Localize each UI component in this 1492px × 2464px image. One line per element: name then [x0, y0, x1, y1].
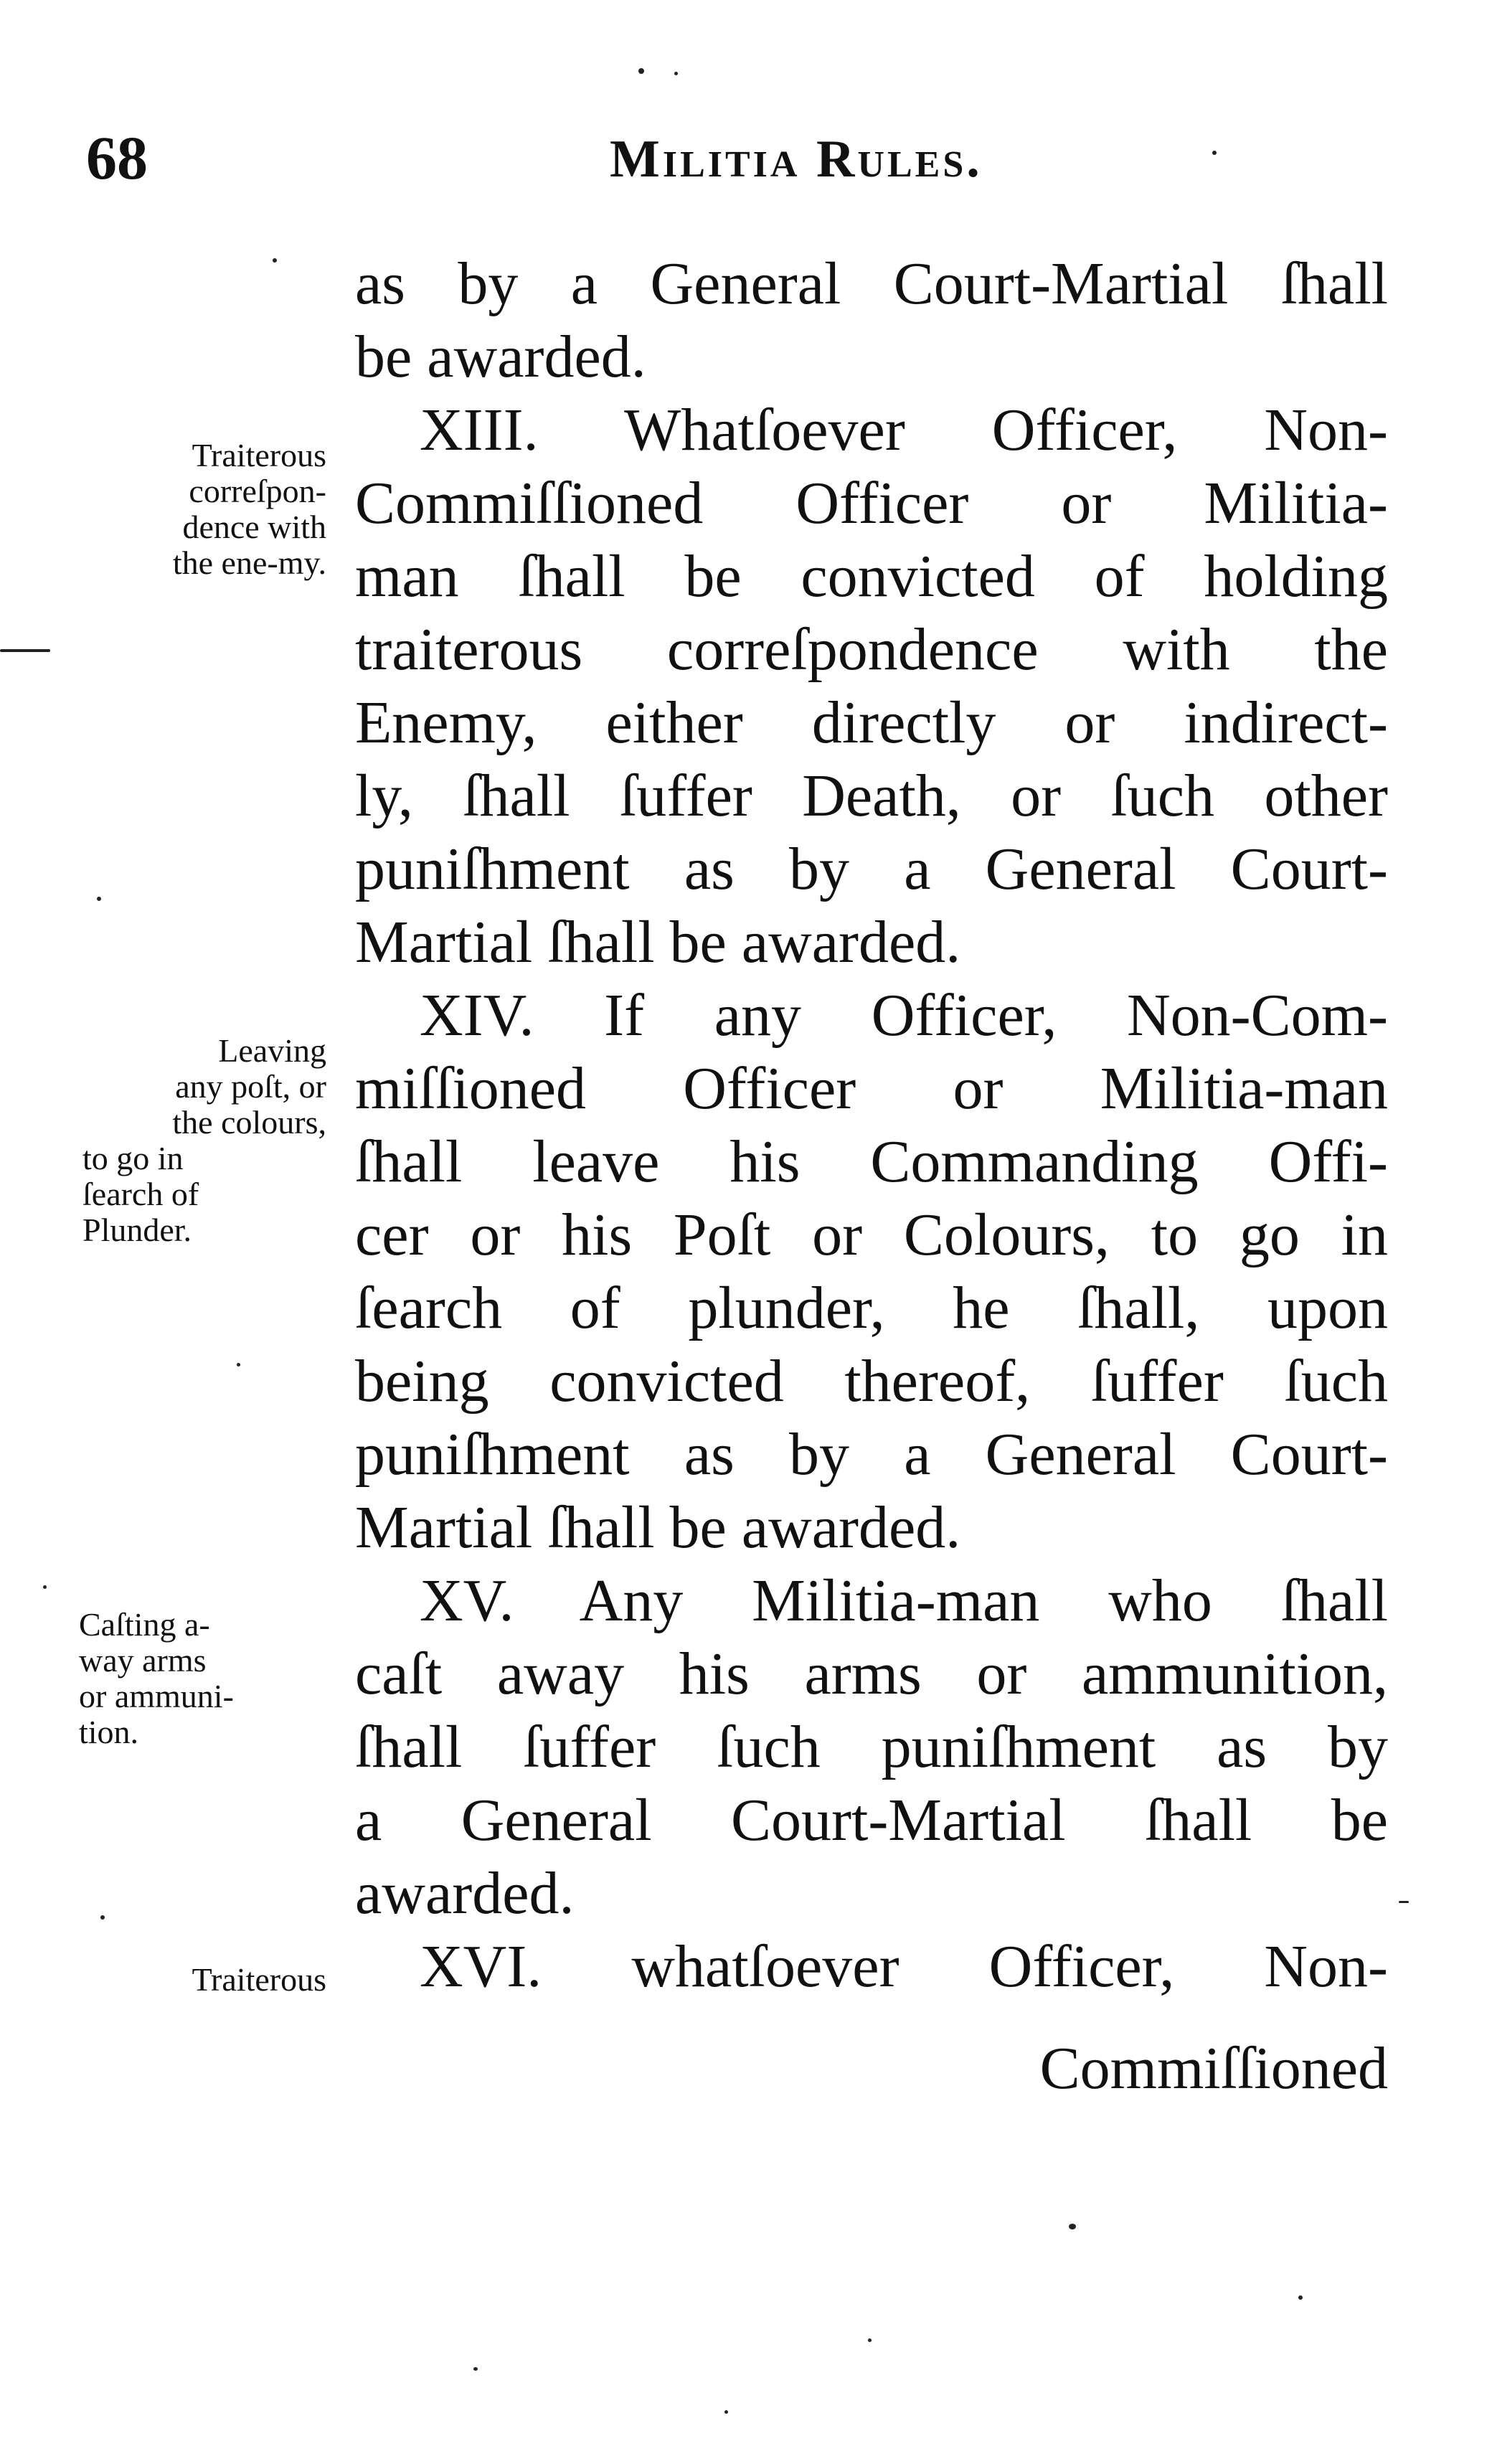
text-line: ſearch of plunder, he ſhall, upon: [355, 1275, 1388, 1341]
scan-speck: [273, 258, 277, 263]
spacer: [355, 2003, 1388, 2032]
margin-note-line: or ammuni-: [79, 1678, 234, 1714]
scan-speck: [1298, 2295, 1303, 2300]
text-line: puniſhment as by a General Court-: [355, 1421, 1388, 1488]
scan-speck: [1069, 2224, 1076, 2229]
main-text-body: [355, 247, 1388, 2105]
scan-speck: [1399, 1901, 1409, 1903]
text-line: traiterous correſpondence with the: [355, 616, 1388, 683]
text-line: being convicted thereof, ſuffer ſuch: [355, 1348, 1388, 1415]
margin-note-leaving-post: [68, 1033, 326, 1248]
margin-note-line: the ene-my.: [172, 544, 326, 581]
text-line: be awarded.: [355, 324, 646, 390]
catchword: Commiſſioned: [1039, 2035, 1388, 2102]
article-xv-first-line: XV. Any Militia-man who ſhall: [420, 1567, 1388, 1634]
margin-note-line: way arms: [79, 1642, 207, 1679]
margin-note-line: ſearch of: [82, 1176, 199, 1212]
text-line: caſt away his arms or ammunition,: [355, 1641, 1388, 1707]
text-line: ſhall leave his Commanding Offi-: [355, 1128, 1388, 1195]
page-number: 68: [86, 123, 148, 192]
text-line: Martial ſhall be awarded.: [355, 1494, 961, 1561]
margin-note-casting-away-arms: [79, 1607, 337, 1750]
margin-note-traiterous-correspondence: [68, 438, 326, 581]
margin-note-line: dence with: [182, 509, 326, 545]
margin-note-line: Traiterous: [192, 437, 326, 473]
running-head: Militia Rules.: [610, 130, 983, 189]
text-line: awarded.: [355, 1860, 575, 1927]
margin-note-traiterous: [68, 1962, 326, 1998]
scan-speck: [638, 68, 644, 74]
text-line: a General Court-Martial ſhall be: [355, 1787, 1388, 1854]
text-line: Enemy, either directly or indirect-: [355, 689, 1388, 756]
scan-speck: [100, 1915, 105, 1920]
text-line: man ſhall be convicted of holding: [355, 543, 1388, 610]
scan-speck: [674, 72, 678, 75]
text-line: miſſioned Officer or Militia-man: [355, 1055, 1388, 1122]
text-line: as by a General Court-Martial ſhall: [355, 250, 1388, 317]
text-line: ſhall ſuffer ſuch puniſhment as by: [355, 1714, 1388, 1780]
scan-speck: [97, 897, 101, 901]
article-xiii-first-line: XIII. Whatſoever Officer, Non-: [420, 397, 1388, 463]
scan-speck: [473, 2367, 478, 2371]
scan-speck: [724, 2410, 728, 2414]
margin-note-line: Leaving: [218, 1032, 326, 1069]
text-line: puniſhment as by a General Court-: [355, 836, 1388, 902]
margin-note-line: any poſt, or: [175, 1068, 326, 1105]
article-xiv-first-line: XIV. If any Officer, Non-Com-: [420, 982, 1388, 1049]
scan-speck: [868, 2338, 872, 2342]
margin-note-line: Traiterous: [192, 1961, 326, 1998]
text-line: ly, ſhall ſuffer Death, or ſuch other: [355, 763, 1388, 829]
margin-note-line: to go in: [82, 1140, 184, 1176]
article-xvi-first-line: XVI. whatſoever Officer, Non-: [420, 1933, 1388, 2000]
margin-note-line: the colours,: [172, 1104, 326, 1141]
scan-speck: [43, 1585, 47, 1589]
text-line: Martial ſhall be awarded.: [355, 909, 961, 976]
scan-speck: [237, 1363, 240, 1366]
text-line: Commiſſioned Officer or Militia-: [355, 470, 1388, 537]
text-line: cer or his Poſt or Colours, to go in: [355, 1202, 1388, 1268]
margin-note-line: tion.: [79, 1714, 139, 1750]
margin-note-line: Caſting a-: [79, 1606, 210, 1643]
scan-speck: [0, 649, 50, 652]
margin-note-line: correſpon-: [189, 473, 326, 509]
margin-note-line: Plunder.: [82, 1212, 192, 1248]
scan-speck: [1212, 151, 1217, 155]
